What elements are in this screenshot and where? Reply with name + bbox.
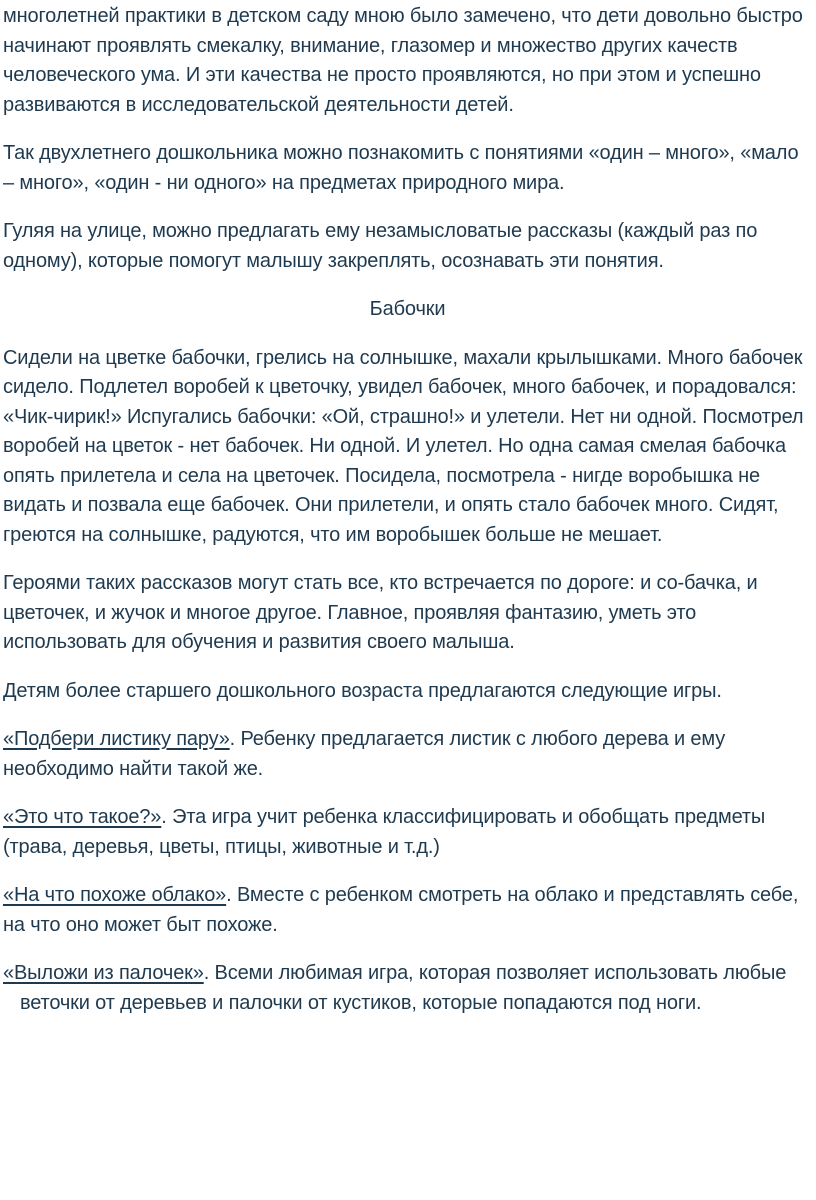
game-description: . Всеми любимая игра, которая позволяет использовать любые веточки от деревьев и палочки от кустиков, которые попадаются под ноги. xyxy=(20,962,787,1014)
game-description: . Вместе с ребенком смотреть на облако и представлять себе, на что оно может быт похоже. xyxy=(3,884,799,936)
game-title: «Подбери листику пару» xyxy=(3,728,230,750)
game-item xyxy=(3,881,812,940)
walk-stories-paragraph: Гуляя на улице, можно предлагать ему незамысловатые рассказы (каждый раз по одному), которые помогут малышу закреплять, осознавать эти понятия. xyxy=(3,220,758,272)
game-description: . Ребенку предлагается листик с любого дерева и ему необходимо найти такой же. xyxy=(3,728,726,780)
story-title: Бабочки xyxy=(369,298,446,320)
story-heroes-paragraph: Героями таких рассказов могут стать все, кто встречается по дороге: и со-бачка, и цветочек, и жучок и многое другое. Главное, проявляя фантазию, уметь это использовать для обучения и развития своего малыша. xyxy=(3,572,758,653)
story-text: Сидели на цветке бабочки, грелись на солнышке, махали крылышками. Много бабочек сидело. Подлетел воробей к цветочку, увидел бабочек, много бабочек, и порадовался: «Чик-чирик!» Испугались бабочки: «Ой, страшно!» и улетели. Нет ни одной. Посмотрел воробей на цветок - нет бабочек. Ни одной. И улетел. Но одна самая смелая бабочка опять прилетела и села на цветочек. Посидела, посмотрела - нигде воробышка не видать и позвала еще бабочек. Они прилетели, и опять стало бабочек много. Сидят, греются на солнышке, радуются, что им воробышек больше не мешает. xyxy=(3,346,804,546)
intro-paragraph: многолетней практики в детском саду мною было замечено, что дети довольно быстро начинают проявлять смекалку, внимание, глазомер и множество других качеств человеческого ума. И эти качества не просто проявляются, но при этом и успешно развиваются в исследовательской деятельности детей. xyxy=(3,5,803,116)
game-item xyxy=(3,725,812,784)
game-title: «Выложи из палочек» xyxy=(3,962,204,984)
concepts-paragraph: Так двухлетнего дошкольника можно познакомить с понятиями «один – много», «мало – много», «один - ни одного» на предметах природного мира. xyxy=(3,142,799,194)
game-item xyxy=(3,959,812,1018)
older-children-paragraph: Детям более старшего дошкольного возраста предлагаются следующие игры. xyxy=(3,679,722,702)
game-title: «Это что такое?» xyxy=(3,806,162,828)
game-item xyxy=(3,803,812,862)
game-title: «На что похоже облако» xyxy=(3,884,227,906)
game-description: . Эта игра учит ребенка классифицировать и обобщать предметы (трава, деревья, цветы, птицы, животные и т.д.) xyxy=(3,806,766,858)
